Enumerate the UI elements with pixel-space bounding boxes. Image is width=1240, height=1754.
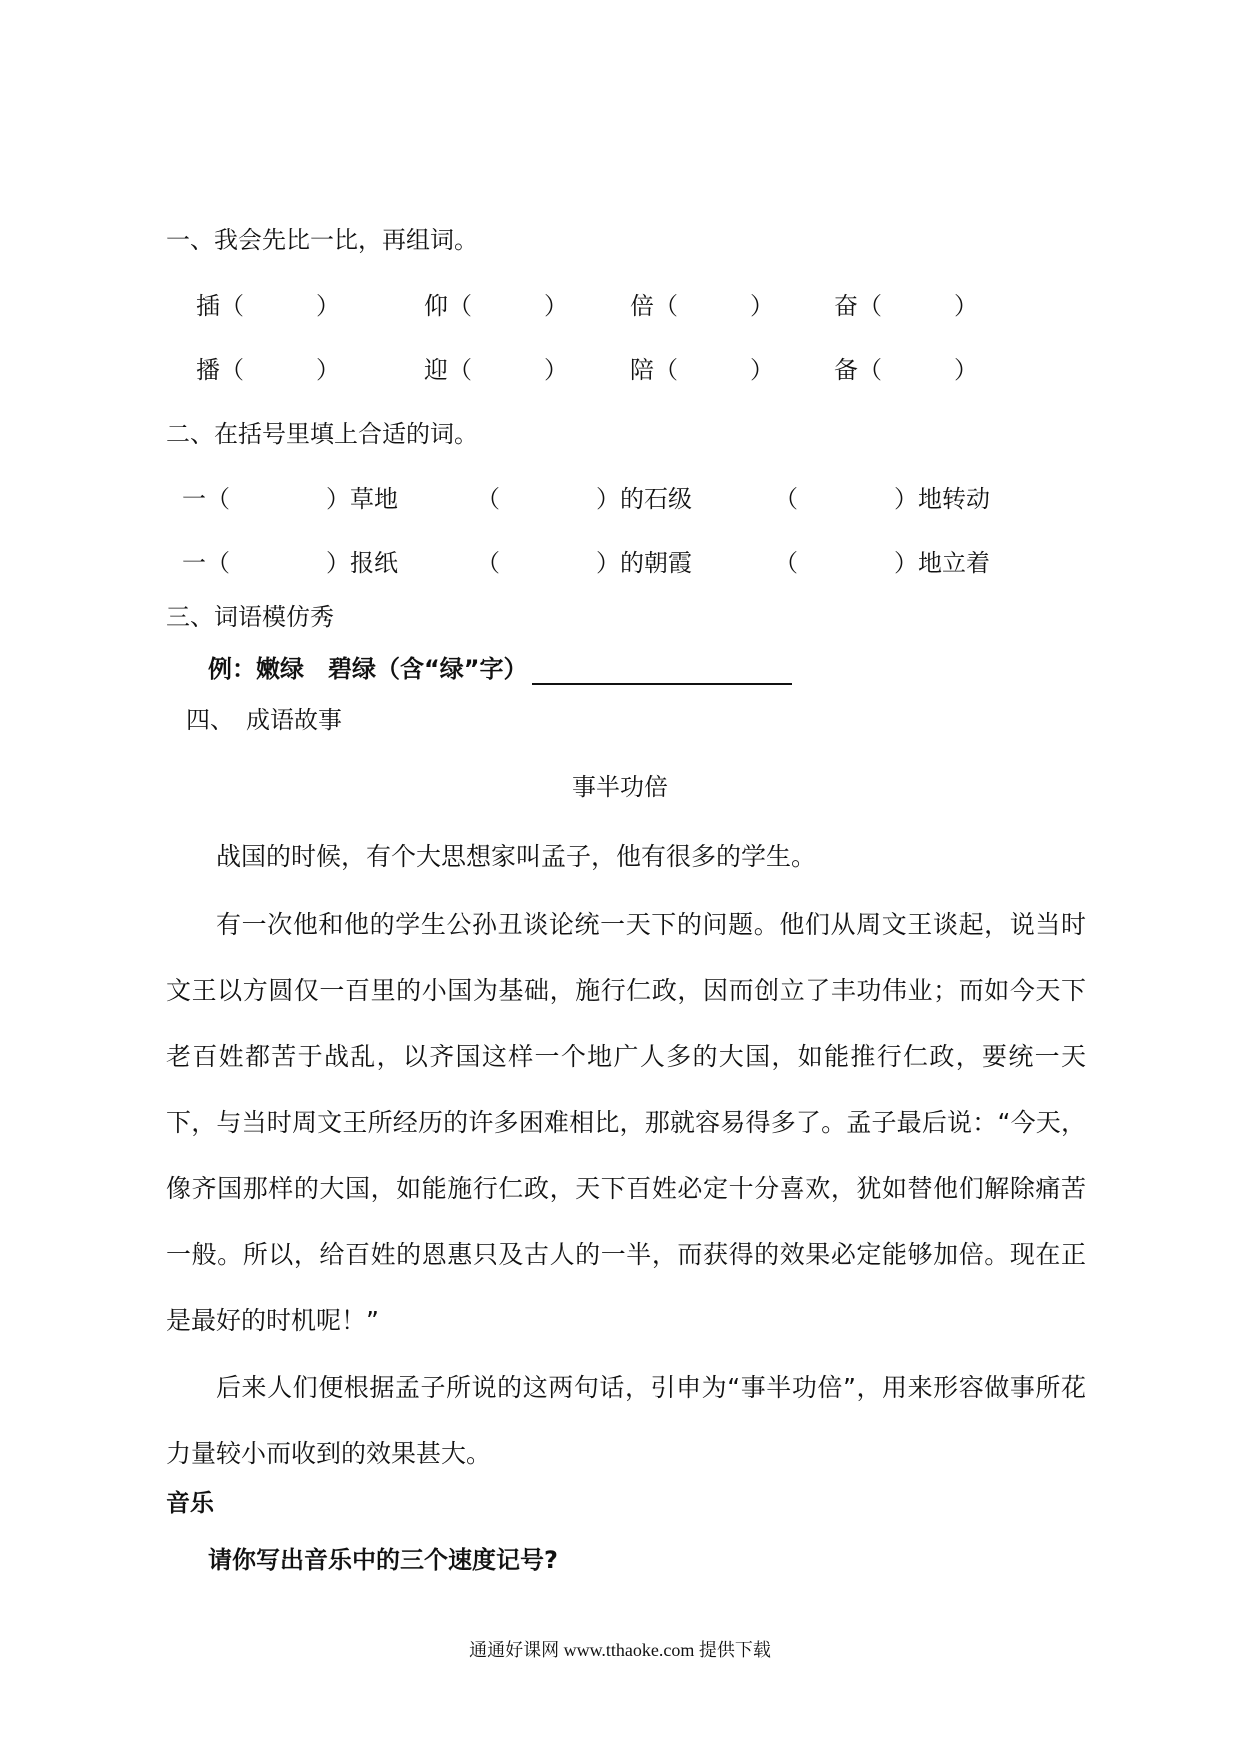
fill-item: （ ）的朝霞 [476,549,692,577]
compare-item: 插（ ） [196,292,340,320]
music-question: 请你写出音乐中的三个速度记号? [208,1546,558,1574]
fill-item: （ ）地转动 [774,485,990,513]
compare-item: 备（ ） [834,356,978,384]
compare-item: 奋（ ） [834,292,978,320]
compare-item: 陪（ ） [630,356,774,384]
compare-item: 播（ ） [196,356,340,384]
section2-heading: 二、在括号里填上合适的词。 [166,420,478,448]
section1-heading: 一、我会先比一比，再组词。 [166,226,478,254]
fill-item: 一（ ）草地 [182,485,398,513]
section3-heading: 三、词语模仿秀 [166,603,334,631]
fill-item: 一（ ）报纸 [182,549,398,577]
compare-item: 倍（ ） [630,292,774,320]
fill-item: （ ）地立着 [774,549,990,577]
music-heading: 音乐 [166,1489,214,1517]
fill-item: （ ）的石级 [476,485,692,513]
story-paragraph: 战国的时候，有个大思想家叫孟子，他有很多的学生。 [216,842,817,871]
compare-item: 迎（ ） [424,356,568,384]
compare-item: 仰（ ） [424,292,568,320]
answer-blank[interactable] [532,657,792,685]
story-paragraph: 后来人们便根据孟子所说的这两句话，引申为“事半功倍”，用来形容做事所花力量较小而收到的效果甚大。 [166,1373,1086,1468]
section4-heading: 四、 成语故事 [186,706,342,734]
story-title: 事半功倍 [572,773,668,801]
example-text: 例：嫩绿 碧绿（含“绿”字） [208,655,528,683]
example-line [208,653,792,685]
story-paragraph: 有一次他和他的学生公孙丑谈论统一天下的问题。他们从周文王谈起，说当时文王以方圆仅一百里的小国为基础，施行仁政，因而创立了丰功伟业；而如今天下老百姓都苦于战乱，以齐国这样一个地广人多的大国，如能推行仁政，要统一天下，与当时周文王所经历的许多困难相比，那就容易得多了。孟子最后说：“今天，像齐国那样的大国，如能施行仁政，天下百姓必定十分喜欢，犹如替他们解除痛苦一般。所以，给百姓的恩惠只及古人的一半，而获得的效果必定能够加倍。现在正是最好的时机呢！” [166,910,1086,1335]
footer-text: 通通好课网 www.tthaoke.com 提供下载 [469,1640,771,1660]
